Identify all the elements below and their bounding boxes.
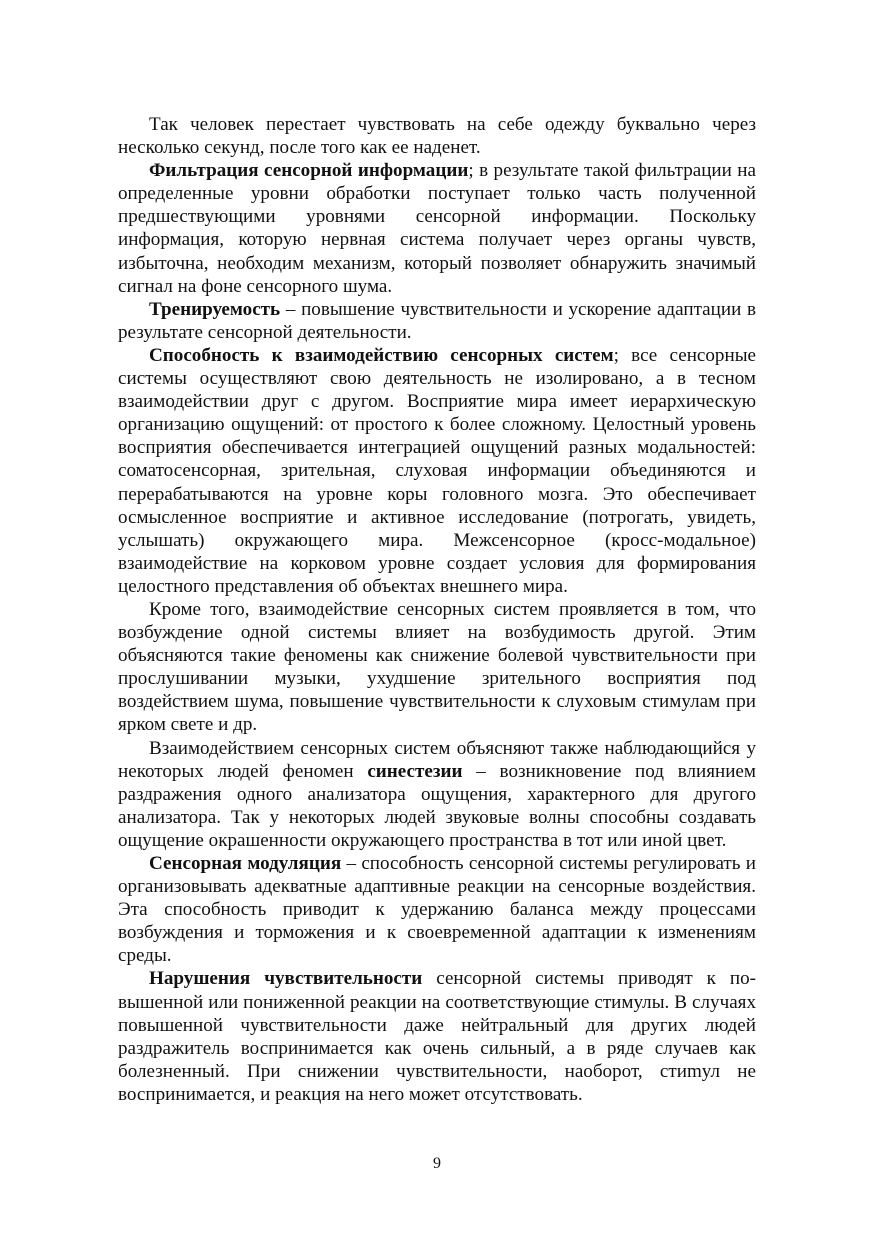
paragraph-text: – повышение чувствительности и ускорение адаптации в результате сенсорной деятельности.: [118, 298, 756, 343]
term-heading: Сенсорная модуляция: [149, 853, 342, 874]
paragraph-trainability: [118, 298, 756, 344]
term-synesthesia: синестезии: [367, 760, 463, 782]
paragraph-synesthesia: [118, 737, 756, 852]
paragraph-clothing: [118, 113, 756, 159]
paragraph-text: – способность сенсорной системы регулировать и организовывать адекватные адаптивные реакции на сенсорные воздействия. Эта способность приводит к удержанию баланса между процессами возбуждения и торможения и к своевременной адаптации к изменениям среды.: [118, 853, 756, 967]
paragraph-text: сенсорной системы приводят к повышенной или пониженной реакции на соответствующие стимулы. В случаях повышенной чувствительности даже нейтральный для других людей раздражитель воспринимается как очень сильный, а в ряде случаев как болезненный. При снижении чувствительности, наоборот, стиmул не воспринимается, и реакция на него может отсутствовать.: [118, 968, 757, 1105]
paragraph-text: ; все сенсорные системы осуществляют свою деятельность не изолировано, а в тесном взаимодействии друг с другом. Восприятие мира имеет иерархическую организацию ощущений: от простого к более сложному. Целостный уровень восприятия обеспечивается интеграцией ощущений разных модальностей: соматосенсорная, зрительная, слуховая информации объединяются и перерабатываются на уровне коры головного мозга. Это обеспечивает осмысленное восприятие и активное исследование (потрогать, увидеть, услышать) окружающего мира. Межсенсорное (кросс-модальное) взаимодействие на корковом уровне создает условия для формирования целостного представления об объектах внешнего мира.: [118, 344, 757, 597]
paragraph-text: Кроме того, взаимодействие сенсорных систем проявляется в том, что возбуждение одной системы влияет на возбудимость другой. Этим объясняются такие феномены как снижение болевой чувствительности при прослушивании музыки, ухудшение зрительного восприятия под воздействием шума, повышение чувствительности к слуховым стимулам при ярком свете и др.: [118, 598, 756, 736]
term-heading: Фильтрация сенсорной информации: [149, 160, 469, 182]
paragraph-text: ; в результате такой фильтрации на определенные уровни обработки поступает только часть полученной предшествующими уровнями сенсорной информации. Поскольку информация, которую нервная система получает через органы чувств, избыточна, необходим механизм, который позволяет обнаружить значимый сигнал на фоне сенсорного шума.: [118, 160, 756, 297]
paragraph-filtration: [118, 159, 756, 298]
paragraph-text: – возникновение под влиянием раздражения одного анализатора ощущения, характерного для другого анализатора. Так у некоторых людей звуковые волны способны создавать ощущение окрашенности окружающего пространства в тот или иной цвет.: [118, 760, 756, 851]
paragraph-disorders: [118, 967, 756, 1106]
paragraph-text: Так человек перестает чувствовать на себе одежду буквально через несколько секунд, после того как ее наденет.: [118, 114, 756, 159]
term-heading: Нарушения чувствительности: [149, 968, 423, 990]
paragraph-modulation: [118, 852, 756, 967]
paragraph-excitation: [118, 598, 756, 737]
page-number: 9: [433, 1155, 441, 1172]
term-heading: Тренируемость: [149, 298, 281, 320]
term-heading: Способность к взаимодействию сенсорных систем: [149, 344, 614, 366]
paragraph-text-before: Взаимодействием сенсорных систем объясняют также наблюдающийся у некоторых людей феномен: [118, 737, 756, 782]
paragraph-interaction: [118, 344, 756, 598]
body-text: [118, 113, 756, 1106]
